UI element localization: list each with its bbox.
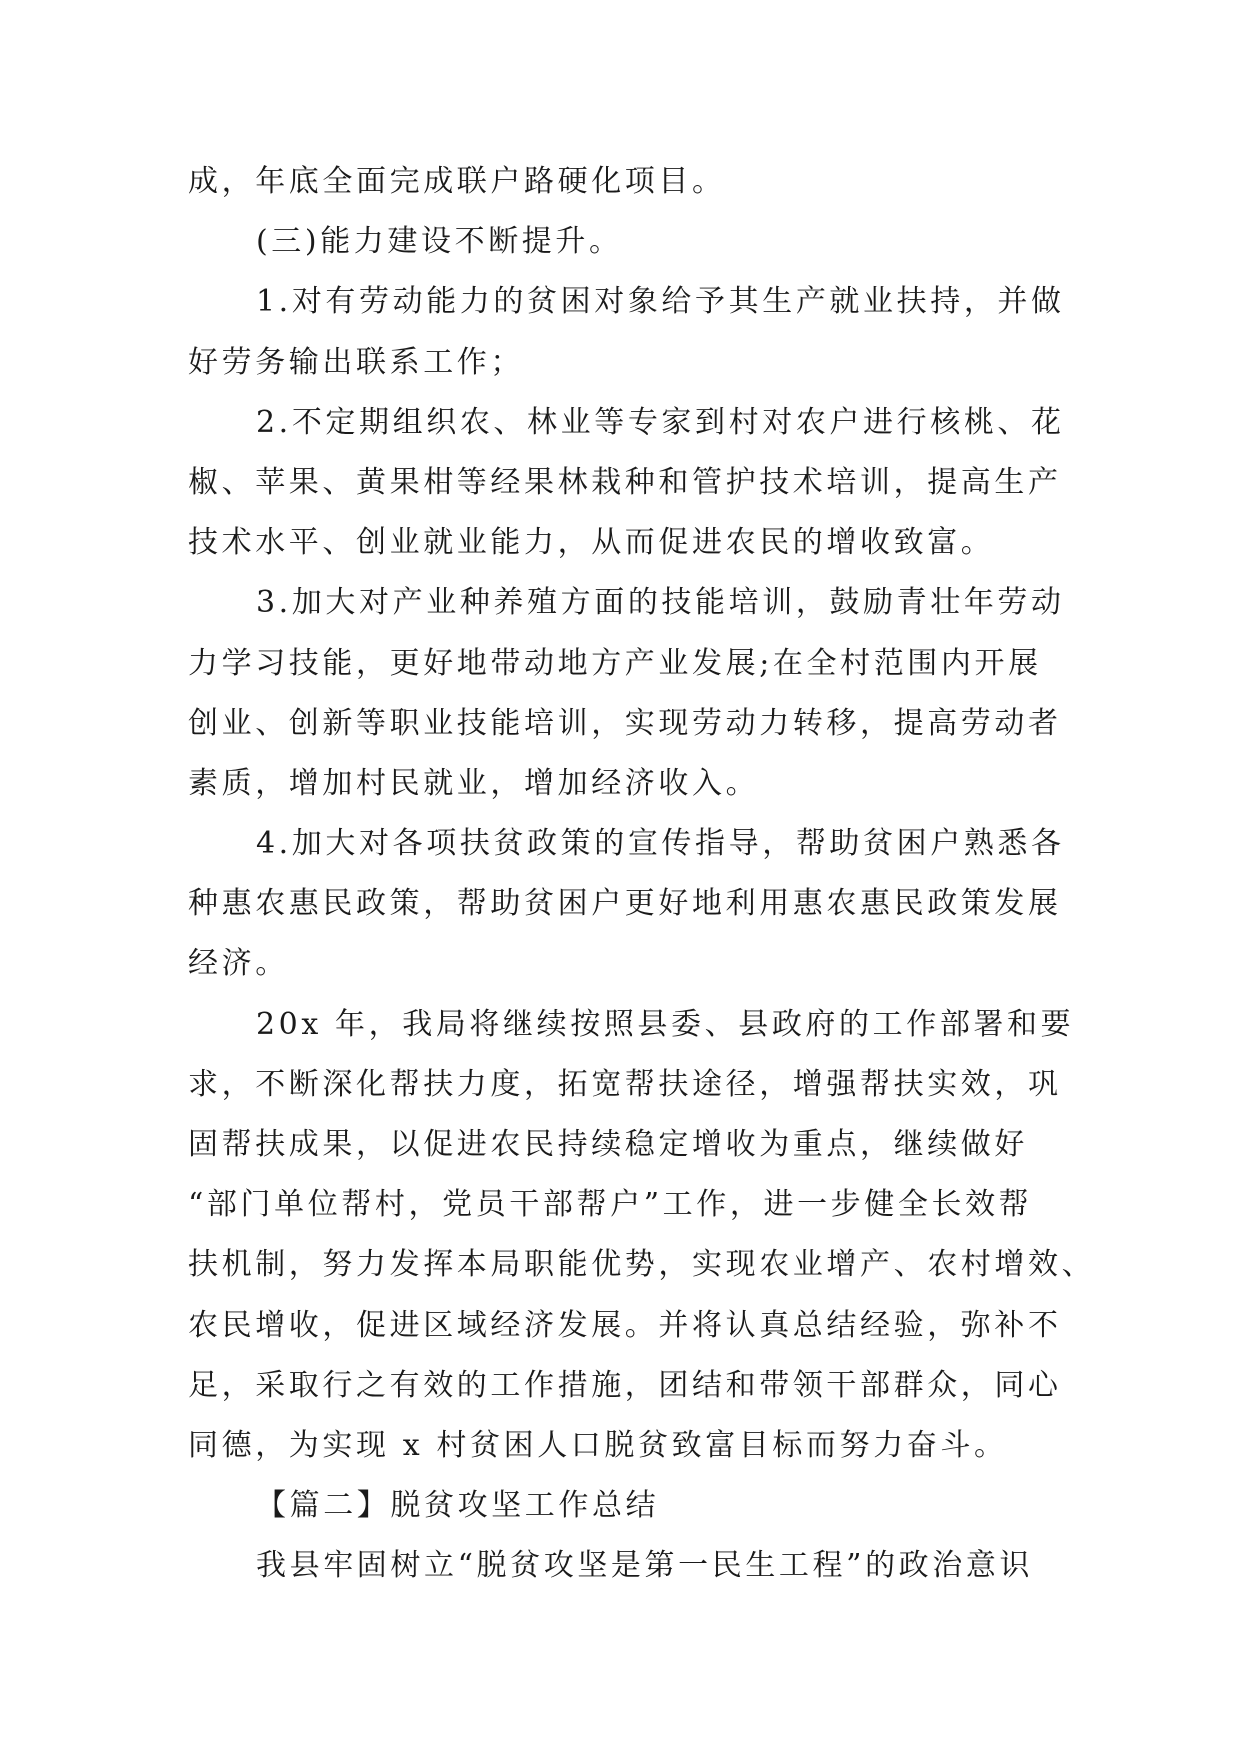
- text-line: 好劳务输出联系工作；: [188, 344, 524, 380]
- text-line: 足，采取行之有效的工作措施，团结和带领干部群众，同心: [188, 1367, 1062, 1403]
- text-line: 固帮扶成果，以促进农民持续稳定增收为重点，继续做好: [188, 1127, 1028, 1162]
- text-line: 【篇二】脱贫攻坚工作总结: [256, 1488, 660, 1524]
- text-line: 3.加大对产业种养殖方面的技能培训，鼓励青壮年劳动: [256, 585, 1065, 621]
- text-line: 同德，为实现 x 村贫困人口脱贫致富目标而努力奋斗。: [188, 1427, 1008, 1463]
- text-line: 扶机制，努力发挥本局职能优势，实现农业增产、农村增效、: [188, 1247, 1096, 1283]
- text-line: 椒、苹果、黄果柑等经果林栽种和管护技术培训，提高生产: [188, 464, 1062, 500]
- text-line: (三)能力建设不断提升。: [256, 224, 623, 260]
- text-line: 求，不断深化帮扶力度，拓宽帮扶途径，增强帮扶实效，巩: [188, 1066, 1062, 1102]
- text-line: 2.不定期组织农、林业等专家到村对农户进行核桃、花: [256, 404, 1065, 440]
- text-line: 经济。: [188, 946, 289, 982]
- text-line: 创业、创新等职业技能培训，实现劳动力转移，提高劳动者: [188, 705, 1062, 741]
- text-line: 农民增收，促进区域经济发展。并将认真总结经验，弥补不: [188, 1307, 1062, 1343]
- text-line: 1.对有劳动能力的贫困对象给予其生产就业扶持，并做: [256, 284, 1065, 320]
- text-line: 成，年底全面完成联户路硬化项目。: [188, 164, 726, 199]
- document-body: [188, 152, 1096, 1597]
- text-line: 20x 年，我局将继续按照县委、县政府的工作部署和要: [256, 1006, 1075, 1042]
- text-line: “部门单位帮村，党员干部帮户”工作，进一步健全长效帮: [188, 1187, 1033, 1223]
- text-line: 4.加大对各项扶贫政策的宣传指导，帮助贫困户熟悉各: [256, 826, 1065, 862]
- text-line: 我县牢固树立“脱贫攻坚是第一民生工程”的政治意识: [256, 1548, 1034, 1584]
- text-line: 力学习技能，更好地带动地方产业发展;在全村范围内开展: [188, 645, 1042, 681]
- text-line: 种惠农惠民政策，帮助贫困户更好地利用惠农惠民政策发展: [188, 886, 1062, 922]
- text-line: 技术水平、创业就业能力，从而促进农民的增收致富。: [188, 525, 995, 561]
- text-line: 素质，增加村民就业，增加经济收入。: [188, 765, 760, 801]
